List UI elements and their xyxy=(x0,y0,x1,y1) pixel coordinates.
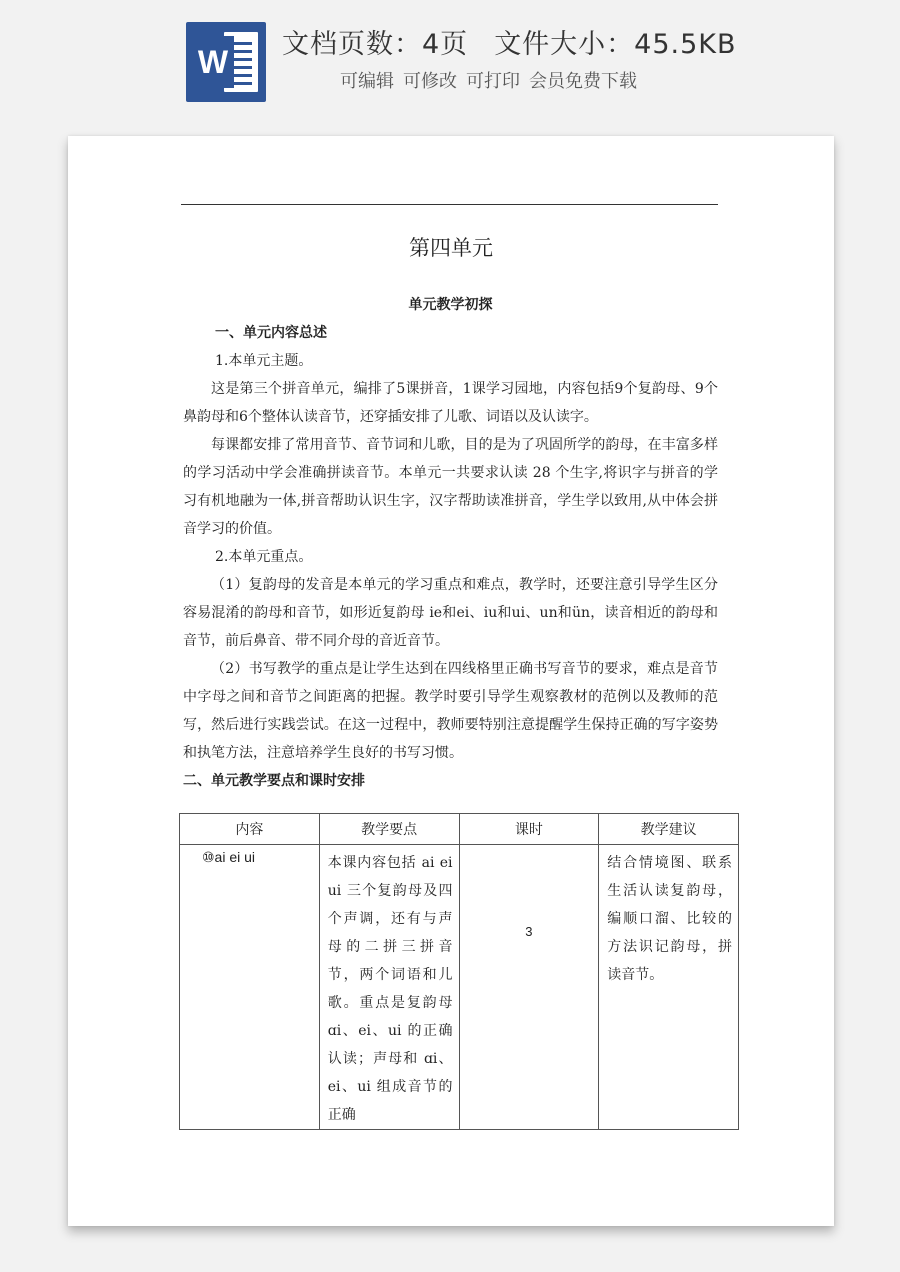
section-title: 单元教学初探 xyxy=(408,297,493,313)
banner-title xyxy=(282,22,737,61)
table-header-row xyxy=(180,814,739,845)
unit-title: 第四单元 xyxy=(409,236,493,260)
header-content: 内容 xyxy=(180,814,320,845)
paragraph-unit-intro: 这是第三个拼音单元，编排了5课拼音，1课学习园地，内容包括9个复韵母、9个鼻韵母和6个整体认读音节，还穿插安排了儿歌、词语以及认读字。 xyxy=(183,381,718,425)
cell-teaching-advice: 结合情境图、联系生活认读复韵母，编顺口溜、比较的方法识记韵母，拼读音节。 xyxy=(599,845,739,1130)
header-teaching-advice: 教学建议 xyxy=(599,814,739,845)
word-document-icon xyxy=(186,22,266,102)
header-rule xyxy=(181,204,718,205)
class-hours-value: 3 xyxy=(525,923,533,939)
file-size-label: 文件大小：45.5KB xyxy=(494,29,737,60)
heading-content-overview: 一、单元内容总述 xyxy=(215,325,327,341)
paragraph-lesson-arrangement: 每课都安排了常用音节、音节词和儿歌，目的是为了巩固所学的韵母，在丰富多样的学习活动中学会准确拼读音节。本单元一共要求认读 28 个生字,将识字与拼音的学习有机地融为一体,拼音帮助认识生字，汉字帮助读准拼音，学生学以致用,从中体会拼音学习的价值。 xyxy=(183,437,718,537)
heading-teaching-plan: 二、单元教学要点和课时安排 xyxy=(183,773,365,789)
feature-printable: 可打印 xyxy=(466,71,520,92)
feature-member-download: 会员免费下载 xyxy=(529,71,637,92)
lesson-plan-table xyxy=(179,813,739,1130)
cell-teaching-points: 本课内容包括 ai ei ui 三个复韵母及四个声调，还有与声母的二拼三拼音节，两个词语和儿歌。重点是复韵母 ɑi、ei、ui 的正确认读；声母和 ɑi、ei、ui 组成音节的正确 xyxy=(319,845,459,1130)
item-unit-focus: 2.本单元重点。 xyxy=(215,549,313,565)
cell-class-hours xyxy=(459,845,599,1130)
feature-modifiable: 可修改 xyxy=(403,71,457,92)
feature-editable: 可编辑 xyxy=(340,71,394,92)
document-page xyxy=(68,136,834,1226)
item-unit-theme: 1.本单元主题。 xyxy=(215,353,313,369)
paragraph-focus-2: （2）书写教学的重点是让学生达到在四线格里正确书写音节的要求，难点是音节中字母之间和音节之间距离的把握。教学时要引导学生观察教材的范例以及教师的范写，然后进行实践尝试。在这一过程中，教师要特别注意提醒学生保持正确的写字姿势和执笔方法，注意培养学生良好的书写习惯。 xyxy=(183,661,718,761)
feature-list xyxy=(340,67,646,93)
download-banner xyxy=(0,0,900,130)
table-row xyxy=(180,845,739,1130)
cell-content: ⑩ai ei ui xyxy=(180,845,320,1130)
page-count-label: 文档页数：4页 xyxy=(282,29,469,60)
header-teaching-points: 教学要点 xyxy=(319,814,459,845)
word-logo-letter: W xyxy=(192,36,234,88)
header-class-hours: 课时 xyxy=(459,814,599,845)
paragraph-focus-1: （1）复韵母的发音是本单元的学习重点和难点，教学时，还要注意引导学生区分容易混淆的韵母和音节，如形近复韵母 ie和ei、iu和ui、un和ün，读音相近的韵母和音节，前后鼻音、带不同介母的音近音节。 xyxy=(183,577,718,649)
